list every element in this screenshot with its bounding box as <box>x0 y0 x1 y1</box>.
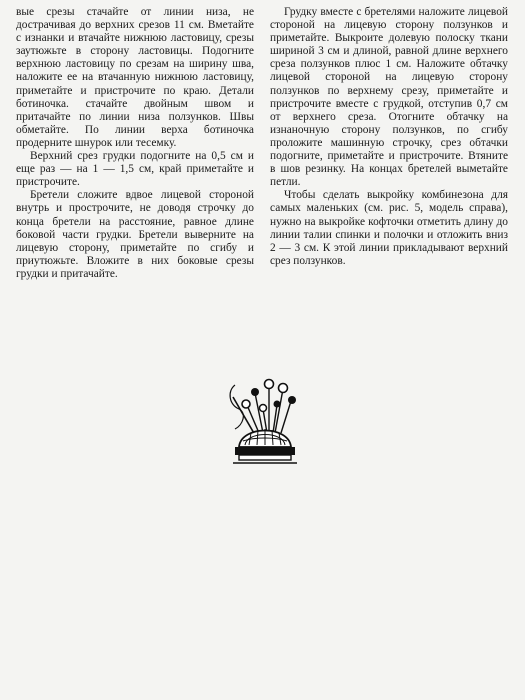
paragraph: Бретели сложите вдвое лицевой стороной внутрь и простpoчите, не доводя строчку до конца бретели на расстояние, равное длине боковой части грудки. Бретели выверните на лицевую сторону, приметайте по сгибу и приутюжьте. Вложите в них боковые срезы грудки и притачайте. <box>16 189 254 280</box>
left-text-column <box>16 6 254 281</box>
pincushion-icon <box>225 375 305 467</box>
paragraph: Верхний срез грудки подогните на 0,5 см и еще раз — на 1 — 1,5 см, край приметайте и пристрочите. <box>16 150 254 189</box>
paragraph: Грудку вместе с бретелями наложите лицевой стороной на лицевую сторону ползунков и приметайте. Выкроите долевую полоску ткани шириной 3 см и длиной, равной длине верхнего среза ползунков плюс 1 см. Наложите обтачку лицевой стороной на лицевую сторону ползунков по верхнему срезу, приметайте и пристрочите вместе с грудкой, отступив 0,7 см от верхнего среза. Отогните обтачку на изнаночную сторону ползунков, по сгибу проложите машинную строчку, срез обтачки подогните, приметайте и пристрочите. Втяните в шов резинку. На концах бретелей выметайте петли. <box>270 6 508 189</box>
right-text-column <box>270 6 508 268</box>
paragraph: Чтобы сделать выкройку комбинезона для самых маленьких (см. рис. 5, модель справа), нужно на выкройке кофточки отметить длину до линии талии спинки и полочки и отложить вниз 2 — 3 см. К этой линии прикладывают верхний срез ползунков. <box>270 189 508 267</box>
paragraph: вые срезы стачайте от линии низа, не дострачивая до верхних срезов 11 см. Вметайте с изнанки и втачайте нижнюю ластовицу, срезы заутюжьте в сторону ластовицы. Подогните верхнюю ластовицу по срезам на ширину шва, наложите ее на втачанную нижнюю ластовицу, приметайте и пристрочите по краю. Детали ботиночка. стачайте двойным швом и притачайте по линии низа ползунков. Швы обметайте. По линии верха ботиночка продерните шнурок или тесемку. <box>16 6 254 149</box>
